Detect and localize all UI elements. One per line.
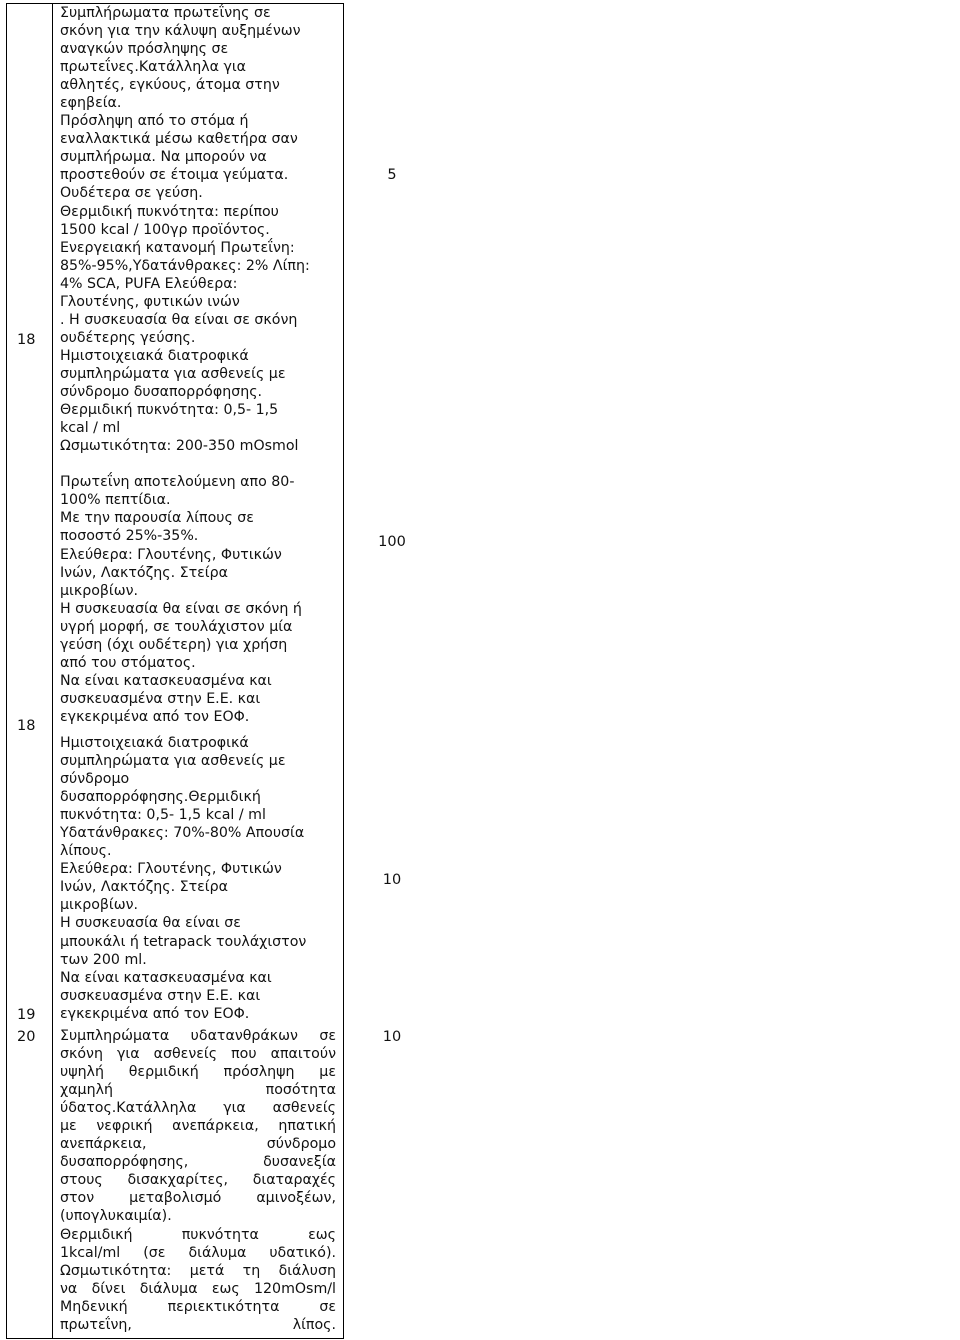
description-line: 4% SCA, PUFA Ελεύθερα: <box>60 275 238 292</box>
row-number: 18 <box>17 332 36 348</box>
description-line: Πρωτεΐνη αποτελούμενη απο 80- <box>60 474 295 491</box>
description-line: από του στόματος. <box>60 654 196 671</box>
description-line: kcal / ml <box>60 420 121 437</box>
description-line: Η συσκευασία θα είναι σε σκόνη ή <box>60 600 302 617</box>
description-line: σκόνη για την κάλυψη αυξημένων <box>60 23 301 40</box>
description-line: Ημιστοιχειακά διατροφικά <box>60 348 249 364</box>
description-line: ανεπάρκεια, σύνδρομο <box>60 1136 336 1153</box>
row-quantity: 100 <box>378 534 406 550</box>
description-line: υψηλή θερμιδική πρόσληψη με <box>60 1064 336 1081</box>
description-line: δυσαπορρόφησης, δυσανεξία <box>60 1154 336 1171</box>
description-line: Υδατάνθρακες: 70%-80% Απουσία <box>60 825 305 842</box>
description-line: Ενεργειακή κατανομή Πρωτεΐνη: <box>60 239 295 256</box>
description-line: συμπλήρωμα. Να μπορούν να <box>60 149 267 166</box>
description-line: πρωτεΐνες.Κατάλληλα για <box>60 59 247 76</box>
description-line: εγκεκριμένα από τον ΕΟΦ. <box>60 708 250 725</box>
description-line: προστεθούν σε έτοιμα γεύματα. <box>60 167 289 184</box>
description-line: Θερμιδική πυκνότητα: 0,5- 1,5 <box>60 402 279 419</box>
description-line: υγρή μορφή, σε τουλάχιστον μία <box>60 618 293 635</box>
description-line: Ουδέτερα σε γεύση. <box>60 185 203 202</box>
description-line: αναγκών πρόσληψης σε <box>60 41 229 58</box>
row-number: 18 <box>17 718 36 734</box>
description-line: εγκεκριμένα από τον ΕΟΦ. <box>60 1005 250 1022</box>
row-number: 20 <box>17 1029 36 1045</box>
description-line: σύνδρομο δυσαπορρόφησης. <box>60 384 263 401</box>
description-line: σύνδρομο <box>60 771 130 788</box>
description-line: συμπληρώματα για ασθενείς με <box>60 753 286 770</box>
description-line: Ελεύθερα: Γλουτένης, Φυτικών <box>60 546 282 563</box>
description-line: χαμηλή ποσότητα <box>60 1082 336 1099</box>
description-line: στον μεταβολισμό αμινοξέων, <box>60 1190 336 1207</box>
description-line: . Η συσκευασία θα είναι σε σκόνη <box>60 311 298 328</box>
description-line: Ημιστοιχειακά διατροφικά <box>60 735 249 751</box>
description-line: Μηδενική περιεκτικότητα σε <box>60 1298 336 1315</box>
table-border-bottom <box>6 1338 344 1339</box>
description-line: στους δισακχαρίτες, διαταραχές <box>60 1172 336 1189</box>
description-line: των 200 ml. <box>60 951 147 968</box>
description-line: ύδατος.Κατάλληλα για ασθενείς <box>60 1100 336 1117</box>
description-line: πρωτεΐνη, λίπος. <box>60 1316 336 1333</box>
description-line: εφηβεία. <box>60 95 122 112</box>
description-line: Να είναι κατασκευασμένα και <box>60 672 272 689</box>
description-line: μικροβίων. <box>60 897 139 914</box>
description-line: εναλλακτικά μέσω καθετήρα σαν <box>60 131 298 148</box>
row-number: 19 <box>17 1007 36 1023</box>
description-line: Συμπληρώματα υδατανθράκων σε <box>60 1028 336 1044</box>
description-line: συσκευασμένα στην Ε.Ε. και <box>60 987 261 1004</box>
row-quantity: 10 <box>382 1029 402 1045</box>
description-line: 1kcal/ml (σε διάλυμα υδατικό). <box>60 1244 336 1261</box>
description-line: μικροβίων. <box>60 582 139 599</box>
description-line: γεύση (όχι ουδέτερη) για χρήση <box>60 636 288 653</box>
table-border-left <box>6 3 7 1339</box>
description-line: συμπληρώματα για ασθενείς με <box>60 366 286 383</box>
description-line: Ωσμωτικότητα: μετά τη διάλυση <box>60 1262 336 1279</box>
description-line: συσκευασμένα στην Ε.Ε. και <box>60 690 261 707</box>
row-quantity: 10 <box>382 872 402 888</box>
description-line: Να είναι κατασκευασμένα και <box>60 969 272 986</box>
description-line: Θερμιδική πυκνότητα εως <box>60 1226 336 1243</box>
row-description <box>60 347 336 726</box>
description-line: δυσαπορρόφησης.Θερμιδική <box>60 789 261 806</box>
description-line: αθλητές, εγκύους, άτομα στην <box>60 77 280 94</box>
description-line: με νεφρική ανεπάρκεια, ηπατική <box>60 1118 336 1135</box>
description-line: 85%-95%,Υδατάνθρακες: 2% Λίπη: <box>60 257 310 274</box>
description-line: σκόνη για ασθενείς που απαιτούν <box>60 1046 336 1063</box>
row-description <box>60 1027 336 1334</box>
description-line: (υπογλυκαιμία). <box>60 1208 172 1225</box>
description-line: Ινών, Λακτόζης. Στείρα <box>60 879 228 896</box>
description-line: Γλουτένης, φυτικών ινών <box>60 293 240 310</box>
description-line: Με την παρουσία λίπους σε <box>60 510 254 527</box>
description-line: μπουκάλι ή tetrapack τουλάχιστον <box>60 933 307 950</box>
description-line: 100% πεπτίδια. <box>60 492 171 509</box>
description-line: ποσοστό 25%-35%. <box>60 528 199 545</box>
description-line: Θερμιδική πυκνότητα: περίπου <box>60 203 279 220</box>
description-line: Ωσμωτικότητα: 200-350 mOsmol <box>60 438 299 455</box>
row-description <box>60 734 336 1023</box>
description-line: Ινών, Λακτόζης. Στείρα <box>60 564 228 581</box>
table-divider-number-column <box>52 3 53 1339</box>
description-line: Συμπλήρωματα πρωτεΐνης σε <box>60 5 271 21</box>
description-line: Πρόσληψη από το στόμα ή <box>60 113 249 130</box>
description-line: λίπους. <box>60 843 112 860</box>
table-divider-description-column <box>343 3 344 1339</box>
description-line: 1500 kcal / 100γρ προϊόντος. <box>60 221 270 238</box>
row-quantity: 5 <box>387 167 397 183</box>
description-line: να δίνει διάλυμα εως 120mOsm/l <box>60 1280 336 1297</box>
description-line: Η συσκευασία θα είναι σε <box>60 915 241 932</box>
description-line: ουδέτερης γεύσης. <box>60 329 196 346</box>
row-description <box>60 4 336 347</box>
description-line <box>60 455 336 473</box>
description-line: Ελεύθερα: Γλουτένης, Φυτικών <box>60 861 282 878</box>
description-line: πυκνότητα: 0,5- 1,5 kcal / ml <box>60 807 266 824</box>
